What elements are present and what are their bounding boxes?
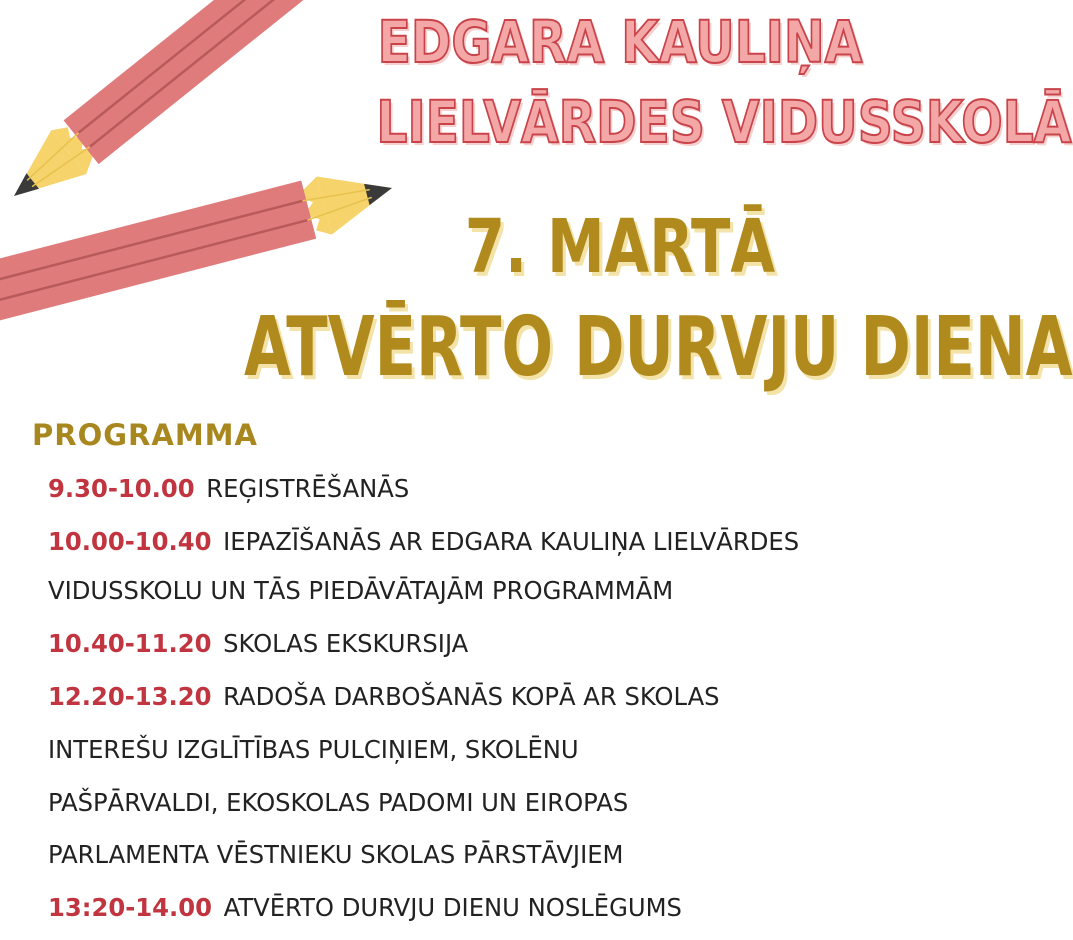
program-text: INTEREŠU IZGLĪTĪBAS PULCIŅIEM, SKOLĒNU (48, 735, 579, 764)
program-text: SKOLAS EKSKURSIJA (223, 629, 469, 658)
event-title: ATVĒRTO DURVJU DIENA (244, 300, 1073, 395)
event-date: 7. MARTĀ (464, 204, 776, 290)
program-time: 9.30-10.00 (48, 474, 195, 503)
program-text: PARLAMENTA VĒSTNIEKU SKOLAS PĀRSTĀVJIEM (48, 840, 624, 869)
program-line (48, 474, 409, 503)
program-text: RADOŠA DARBOŠANĀS KOPĀ AR SKOLAS (223, 682, 720, 711)
program-line (48, 735, 579, 764)
program-time: 10.40-11.20 (48, 629, 212, 658)
program-heading: PROGRAMMA (32, 418, 258, 452)
program-text: PAŠPĀRVALDI, EKOSKOLAS PADOMI UN EIROPAS (48, 788, 629, 817)
program-text: ATVĒRTO DURVJU DIENU NOSLĒGUMS (223, 893, 682, 922)
program-text: REĢISTRĒŠANĀS (206, 474, 410, 503)
program-line (48, 788, 628, 817)
program-line (48, 629, 468, 658)
program-text: IEPAZĪŠANĀS AR EDGARA KAULIŅA LIELVĀRDES (223, 527, 800, 556)
school-name-line-2: LIELVĀRDES VIDUSSKOLĀ (376, 88, 1072, 156)
program-time: 10.00-10.40 (48, 527, 212, 556)
program-line (48, 527, 799, 556)
school-name-line-1: EDGARA KAULIŅA (377, 8, 863, 76)
program-line (48, 576, 673, 605)
program-line (48, 893, 682, 922)
program-time: 13:20-14.00 (48, 893, 212, 922)
program-line (48, 682, 720, 711)
program-line (48, 840, 623, 869)
program-time: 12.20-13.20 (48, 682, 212, 711)
program-text: VIDUSSKOLU UN TĀS PIEDĀVĀTAJĀM PROGRAMMĀM (48, 576, 674, 605)
